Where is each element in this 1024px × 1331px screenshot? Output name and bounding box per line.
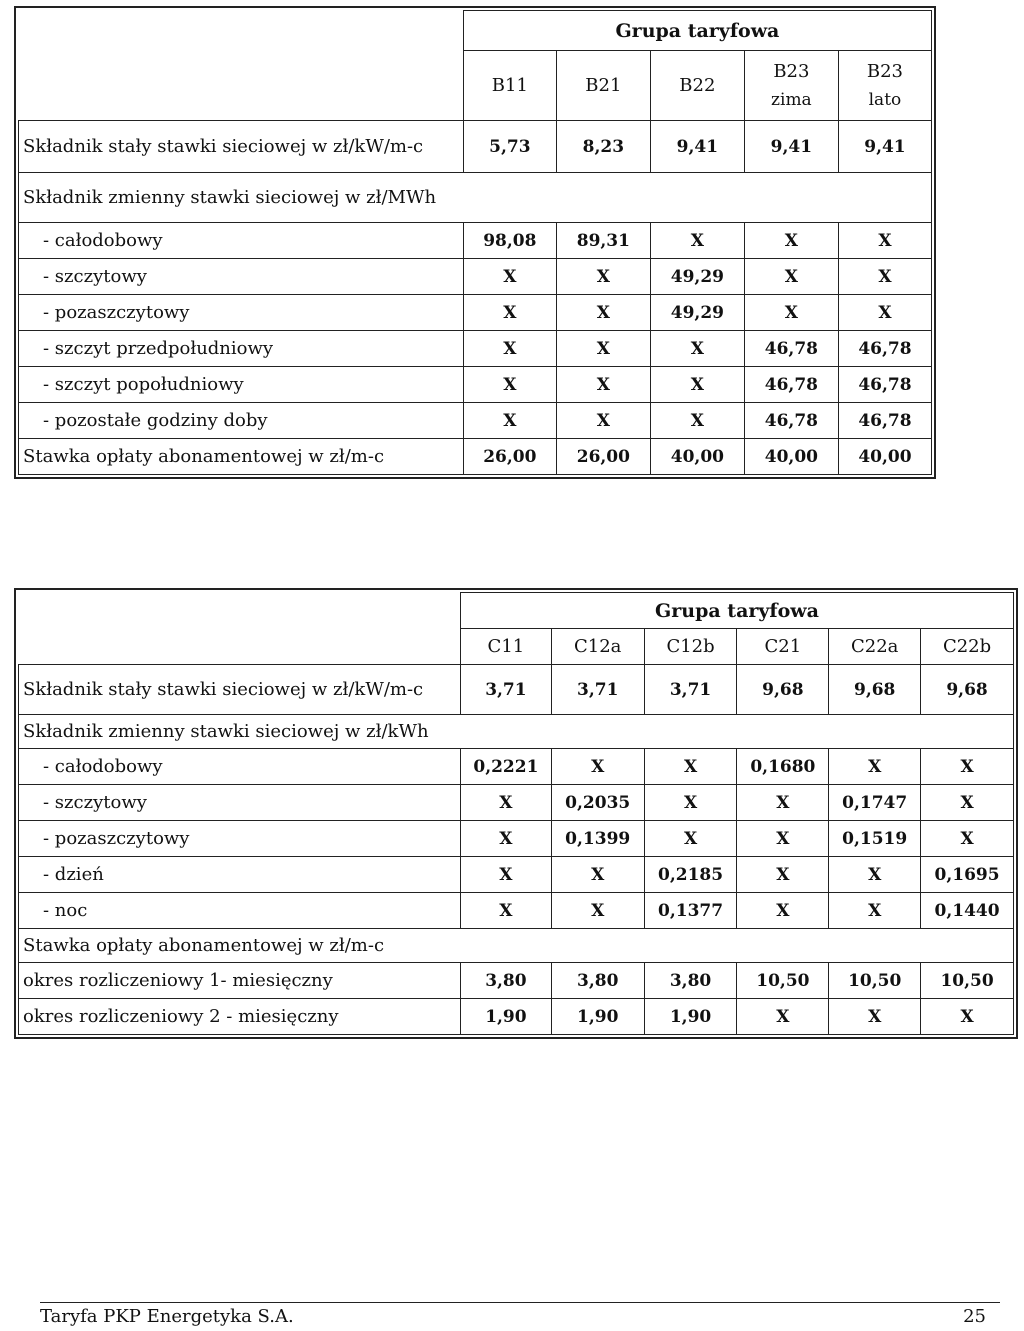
cell: X: [463, 367, 556, 403]
cell: 9,68: [737, 665, 829, 715]
cell: X: [838, 295, 931, 331]
cell: X: [838, 223, 931, 259]
column-header: C12a: [551, 629, 644, 665]
cell: X: [737, 857, 829, 893]
cell: 9,68: [829, 665, 921, 715]
cell: X: [921, 785, 1014, 821]
table-row: [19, 259, 932, 295]
cell: 8,23: [556, 121, 650, 173]
cell: X: [829, 999, 921, 1035]
cell: 5,73: [463, 121, 556, 173]
cell: 1,90: [551, 999, 644, 1035]
column-header: [463, 51, 556, 121]
cell: X: [737, 821, 829, 857]
cell: X: [463, 331, 556, 367]
cell: 9,41: [744, 121, 838, 173]
cell: 3,71: [460, 665, 551, 715]
cell: X: [556, 403, 650, 439]
column-header: C22a: [829, 629, 921, 665]
table-row: [19, 223, 932, 259]
cell: 98,08: [463, 223, 556, 259]
cell: X: [551, 893, 644, 929]
row-label: - pozostałe godziny doby: [19, 403, 464, 439]
cell: 49,29: [650, 295, 744, 331]
column-season: lato: [868, 90, 902, 110]
cell: 10,50: [737, 963, 829, 999]
row-label: - noc: [19, 893, 461, 929]
cell: X: [737, 785, 829, 821]
cell: 40,00: [744, 439, 838, 475]
cell: 1,90: [644, 999, 737, 1035]
group-title: Grupa taryfowa: [463, 11, 931, 51]
row-label: Składnik stały stawki sieciowej w zł/kW/m-c: [19, 665, 461, 715]
table-row: [19, 173, 932, 223]
group-title: Grupa taryfowa: [460, 593, 1013, 629]
column-code: B11: [491, 75, 528, 96]
cell: 26,00: [463, 439, 556, 475]
section-label: Stawka opłaty abonamentowej w zł/m-c: [19, 929, 1014, 963]
column-code: B23: [866, 61, 904, 82]
row-label: - szczytowy: [19, 785, 461, 821]
cell: 9,68: [921, 665, 1014, 715]
cell: 0,1747: [829, 785, 921, 821]
row-label: - szczyt popołudniowy: [19, 367, 464, 403]
table-row: [19, 963, 1014, 999]
table-row: [19, 857, 1014, 893]
cell: X: [463, 403, 556, 439]
table-row: [19, 295, 932, 331]
cell: X: [650, 367, 744, 403]
row-label: okres rozliczeniowy 1- miesięczny: [19, 963, 461, 999]
cell: 10,50: [921, 963, 1014, 999]
cell: 40,00: [650, 439, 744, 475]
table-row: [19, 121, 932, 173]
cell: X: [556, 259, 650, 295]
cell: 1,90: [460, 999, 551, 1035]
cell: X: [829, 749, 921, 785]
cell: 46,78: [838, 367, 931, 403]
cell: X: [463, 259, 556, 295]
cell: 3,80: [644, 963, 737, 999]
row-label: - całodobowy: [19, 223, 464, 259]
cell: 3,71: [551, 665, 644, 715]
column-header: [556, 51, 650, 121]
table-row: [19, 715, 1014, 749]
cell: 0,1377: [644, 893, 737, 929]
table-row: [19, 785, 1014, 821]
cell: X: [551, 749, 644, 785]
cell: X: [460, 821, 551, 857]
row-label: okres rozliczeniowy 2 - miesięczny: [19, 999, 461, 1035]
row-label: Składnik stały stawki sieciowej w zł/kW/m-c: [19, 121, 464, 173]
column-code: B22: [679, 75, 716, 96]
column-code: B21: [585, 75, 622, 96]
row-label: - całodobowy: [19, 749, 461, 785]
cell: 89,31: [556, 223, 650, 259]
footer-title: Taryfa PKP Energetyka S.A.: [40, 1306, 294, 1327]
cell: 0,1399: [551, 821, 644, 857]
cell: X: [744, 259, 838, 295]
row-label: - dzień: [19, 857, 461, 893]
page-number: 25: [963, 1306, 986, 1327]
table-row: [19, 999, 1014, 1035]
cell: 0,2035: [551, 785, 644, 821]
cell: 46,78: [744, 403, 838, 439]
cell: X: [460, 893, 551, 929]
column-code: B23: [773, 61, 810, 82]
table-row: [19, 893, 1014, 929]
cell: 0,1440: [921, 893, 1014, 929]
cell: X: [556, 331, 650, 367]
cell: X: [921, 999, 1014, 1035]
cell: X: [551, 857, 644, 893]
row-label: - szczyt przedpołudniowy: [19, 331, 464, 367]
cell: X: [460, 785, 551, 821]
tariff-table-b: [14, 6, 936, 479]
cell: 46,78: [838, 331, 931, 367]
cell: 46,78: [744, 367, 838, 403]
footer-divider: [40, 1302, 1000, 1303]
cell: X: [921, 821, 1014, 857]
table-row: [19, 929, 1014, 963]
table-row: [19, 367, 932, 403]
tariff-table-c: [14, 588, 1018, 1039]
row-label: Stawka opłaty abonamentowej w zł/m-c: [19, 439, 464, 475]
cell: 26,00: [556, 439, 650, 475]
table-row: [19, 665, 1014, 715]
cell: X: [650, 331, 744, 367]
cell: X: [556, 295, 650, 331]
cell: X: [921, 749, 1014, 785]
row-label: - pozaszczytowy: [19, 821, 461, 857]
column-header: C11: [460, 629, 551, 665]
cell: 3,71: [644, 665, 737, 715]
table-row: [19, 331, 932, 367]
cell: X: [644, 821, 737, 857]
section-label: Składnik zmienny stawki sieciowej w zł/MWh: [19, 173, 932, 223]
cell: 0,1695: [921, 857, 1014, 893]
cell: X: [644, 785, 737, 821]
cell: X: [829, 857, 921, 893]
column-header: C12b: [644, 629, 737, 665]
table-row: [19, 403, 932, 439]
cell: 49,29: [650, 259, 744, 295]
cell: 3,80: [551, 963, 644, 999]
column-header: [650, 51, 744, 121]
cell: X: [737, 999, 829, 1035]
column-header: C21: [737, 629, 829, 665]
header-blank: [19, 11, 464, 121]
cell: 46,78: [744, 331, 838, 367]
cell: 9,41: [650, 121, 744, 173]
cell: 0,1680: [737, 749, 829, 785]
cell: 0,2185: [644, 857, 737, 893]
section-label: Składnik zmienny stawki sieciowej w zł/kWh: [19, 715, 1014, 749]
table-row: [19, 439, 932, 475]
cell: 10,50: [829, 963, 921, 999]
column-header: C22b: [921, 629, 1014, 665]
cell: X: [650, 223, 744, 259]
header-blank: [19, 593, 461, 665]
cell: X: [737, 893, 829, 929]
column-header: [838, 51, 931, 121]
table-row: [19, 821, 1014, 857]
cell: 0,2221: [460, 749, 551, 785]
column-header: [744, 51, 838, 121]
row-label: - szczytowy: [19, 259, 464, 295]
cell: X: [838, 259, 931, 295]
cell: X: [744, 223, 838, 259]
cell: X: [556, 367, 650, 403]
cell: X: [744, 295, 838, 331]
row-label: - pozaszczytowy: [19, 295, 464, 331]
table-row: [19, 749, 1014, 785]
cell: 46,78: [838, 403, 931, 439]
cell: X: [829, 893, 921, 929]
cell: X: [463, 295, 556, 331]
cell: X: [644, 749, 737, 785]
cell: 9,41: [838, 121, 931, 173]
cell: X: [650, 403, 744, 439]
cell: X: [460, 857, 551, 893]
cell: 0,1519: [829, 821, 921, 857]
cell: 3,80: [460, 963, 551, 999]
cell: 40,00: [838, 439, 931, 475]
column-season: zima: [771, 90, 812, 110]
